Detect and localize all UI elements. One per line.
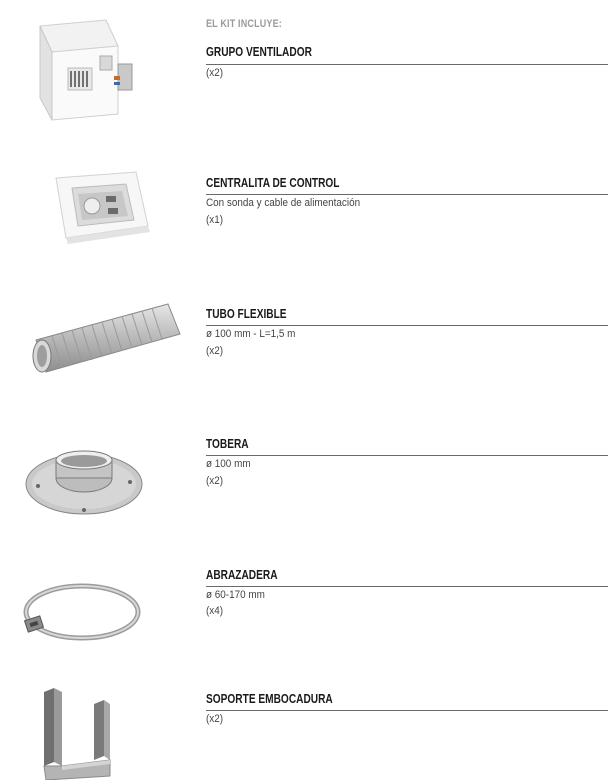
- item-title: TUBO FLEXIBLE: [206, 306, 287, 321]
- item-title: TOBERA: [206, 436, 249, 451]
- item-divider: [206, 194, 608, 195]
- control-unit-image: [18, 164, 188, 254]
- item-quantity: (x2): [206, 345, 224, 357]
- item-description: ø 100 mm: [206, 458, 251, 470]
- item-title: SOPORTE EMBOCADURA: [206, 691, 333, 706]
- item-title: CENTRALITA DE CONTROL: [206, 175, 340, 190]
- item-description: Con sonda y cable de alimentación: [206, 197, 361, 209]
- item-description: ø 100 mm - L=1,5 m: [206, 328, 296, 340]
- item-divider: [206, 586, 608, 587]
- item-quantity: (x1): [206, 214, 224, 226]
- fan-unit-image: [18, 18, 188, 128]
- item-divider: [206, 64, 608, 65]
- item-quantity: (x2): [206, 713, 224, 725]
- item-divider: [206, 455, 608, 456]
- item-divider: [206, 325, 608, 326]
- item-quantity: (x4): [206, 605, 224, 617]
- bracket-image: [18, 686, 188, 780]
- item-quantity: (x2): [206, 67, 224, 79]
- clamp-image: [18, 568, 188, 654]
- flexible-tube-image: [18, 298, 188, 388]
- item-title: ABRAZADERA: [206, 567, 278, 582]
- kit-header: EL KIT INCLUYE:: [206, 18, 282, 30]
- item-quantity: (x2): [206, 475, 224, 487]
- item-description: ø 60-170 mm: [206, 589, 265, 601]
- item-divider: [206, 710, 608, 711]
- nozzle-image: [18, 434, 188, 524]
- item-title: GRUPO VENTILADOR: [206, 44, 312, 59]
